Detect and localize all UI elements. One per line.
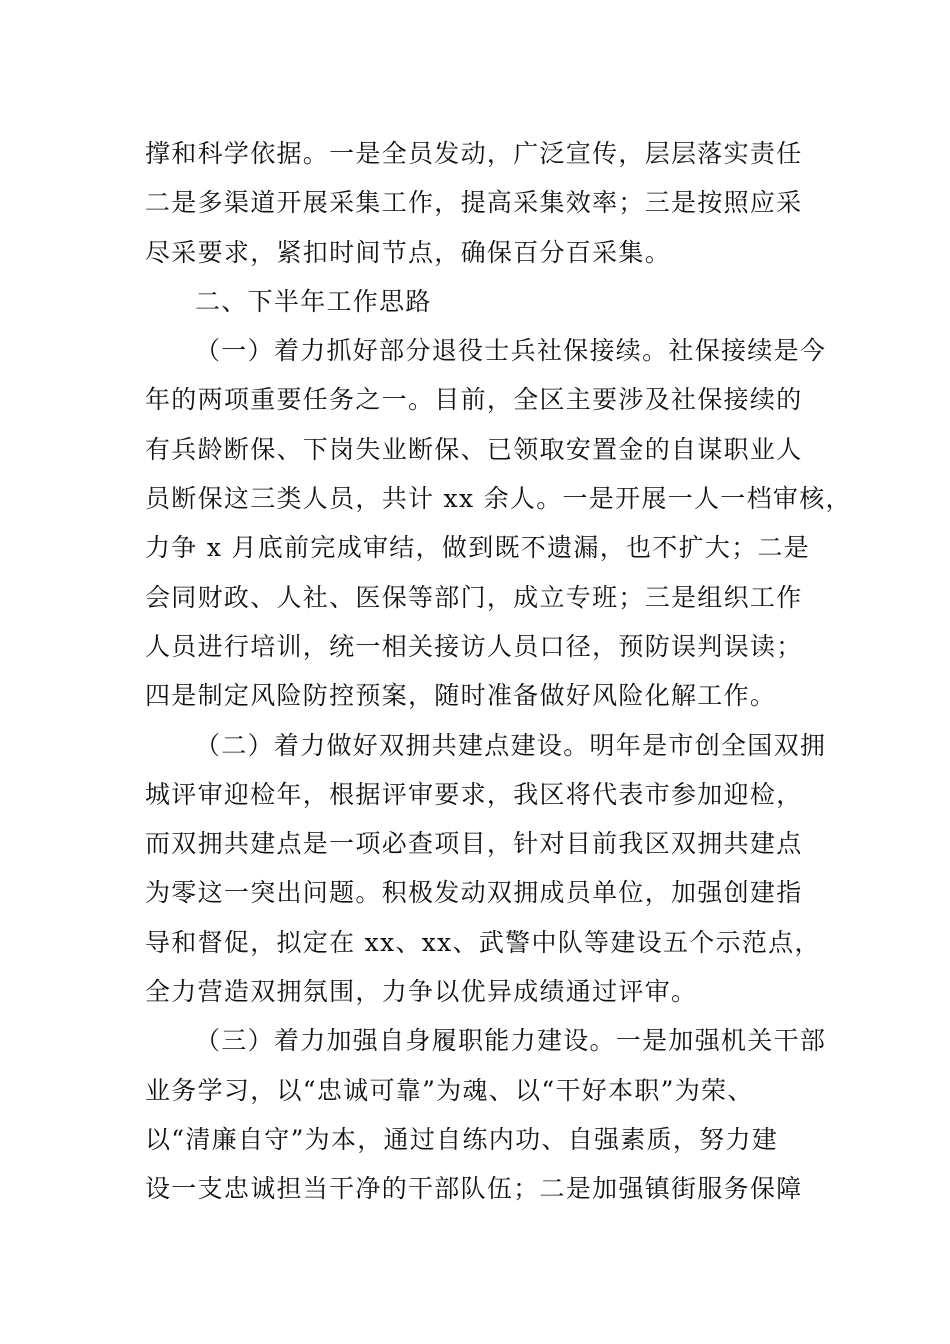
text-line: 有兵龄断保、下岗失业断保、已领取安置金的自谋职业人 — [145, 434, 803, 464]
text-line: 四是制定风险防控预案，随时准备做好风险化解工作。 — [145, 681, 777, 711]
text-line: 设一支忠诚担当干净的干部队伍；二是加强镇街服务保障 — [145, 1174, 803, 1204]
document-body — [145, 129, 852, 1214]
text-line: （三）着力加强自身履职能力建设。一是加强机关干部 — [195, 1026, 827, 1056]
text-line: 以“清廉自守”为本，通过自练内功、自强素质，努力建 — [145, 1124, 779, 1154]
text-line: 全力营造双拥氛围，力争以优异成绩通过评审。 — [145, 977, 698, 1007]
text-line: 二、下半年工作思路 — [195, 286, 432, 316]
text-line: 二是多渠道开展采集工作，提高采集效率；三是按照应采 — [145, 188, 803, 218]
text-line: 年的两项重要任务之一。目前，全区主要涉及社保接续的 — [145, 385, 803, 415]
text-line: （一）着力抓好部分退役士兵社保接续。社保接续是今 — [195, 336, 827, 366]
text-line: 导和督促，拟定在 xx、xx、武警中队等建设五个示范点， — [145, 927, 821, 957]
text-line: 人员进行培训，统一相关接访人员口径，预防误判误读； — [145, 631, 803, 661]
text-line: 力争 x 月底前完成审结，做到既不遗漏，也不扩大；二是 — [145, 533, 811, 563]
text-line: 员断保这三类人员，共计 xx 余人。一是开展一人一档审核， — [145, 484, 852, 514]
text-line: 而双拥共建点是一项必查项目，针对目前我区双拥共建点 — [145, 829, 803, 859]
text-line: 业务学习，以“忠诚可靠”为魂、以“干好本职”为荣、 — [145, 1075, 754, 1105]
text-line: 撑和科学依据。一是全员发动，广泛宣传，层层落实责任 — [145, 139, 803, 168]
text-line: 为零这一突出问题。积极发动双拥成员单位，加强创建指 — [145, 878, 803, 908]
text-line: 城评审迎检年，根据评审要求，我区将代表市参加迎检， — [145, 779, 803, 809]
text-line: 尽采要求，紧扣时间节点，确保百分百采集。 — [145, 237, 672, 267]
text-line: （二）着力做好双拥共建点建设。明年是市创全国双拥 — [195, 730, 827, 760]
text-line: 会同财政、人社、医保等部门，成立专班；三是组织工作 — [145, 582, 803, 612]
